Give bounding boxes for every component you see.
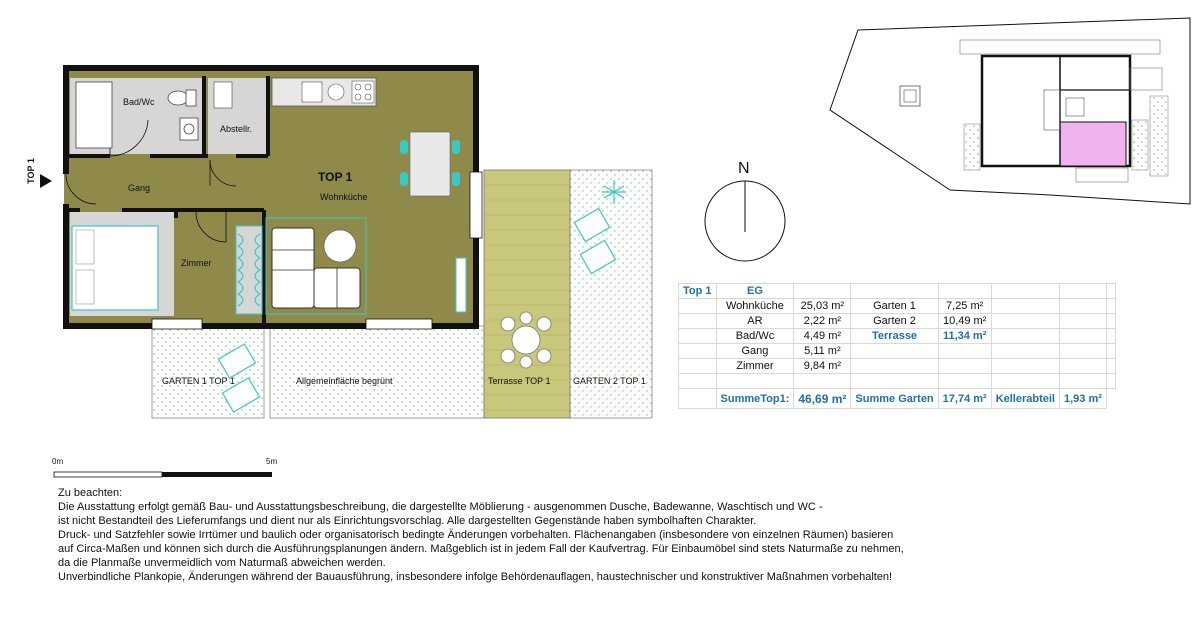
note-line: auf Circa-Maßen und können sich durch die Ausführungsplanungen ändern. Maßgeblich ist in jedem Fall der Kaufvertrag. Für Einbaumöbel sind stets Naturmaße zu nehmen, (58, 543, 904, 555)
room-name: AR (716, 314, 794, 329)
table-row (679, 299, 1116, 314)
room-area: 4,49 m² (794, 329, 851, 344)
storage-shelf (214, 82, 232, 108)
room-name: Gang (716, 344, 794, 359)
table-unit: Top 1 (679, 284, 717, 299)
label-unit-name: TOP 1 (318, 170, 353, 184)
note-line: ist nicht Bestandteil des Lieferumfangs und dient nur als Einrichtungsvorschlag. Alle dargestellten Gegenstände haben symbolhaften Charakter. (58, 515, 757, 527)
scale-start-label: 0m (52, 457, 64, 466)
outdoor-name: Terrasse (851, 329, 938, 344)
label-storage: Abstellr. (220, 124, 253, 134)
room-area: 9,84 m² (794, 359, 851, 374)
unit-marker-arrow (40, 174, 52, 188)
living-cabinet (456, 258, 466, 312)
wardrobe (236, 226, 262, 314)
scale-end-label: 5m (266, 457, 278, 466)
room-name: Bad/Wc (716, 329, 794, 344)
table-row (679, 359, 1116, 374)
note-line: Die Ausstattung erfolgt gemäß Bau- und Ausstattungsbeschreibung, die dargestellte Möblierung - ausgenommen Dusche, Badewanne, Waschtisch und WC - (58, 501, 823, 513)
label-terrace: Terrasse TOP 1 (488, 376, 551, 386)
room-name: Zimmer (716, 359, 794, 374)
sum-top-label: SummeTop1: (716, 389, 794, 409)
room-name: Wohnküche (716, 299, 794, 314)
note-line: Druck- und Satzfehler sowie Irrtümer und baulich oder organisatorisch bedingte Änderungen vorbehalten. Flächenangaben (insbesondere von einzelnen Räumen) basieren (58, 529, 894, 541)
table-row (679, 314, 1116, 329)
table-row (679, 374, 1116, 389)
room-area: 25,03 m² (794, 299, 851, 314)
label-living-kitchen: Wohnküche (320, 192, 368, 202)
label-bedroom: Zimmer (181, 258, 212, 268)
area-table (678, 283, 1116, 409)
room-area: 2,22 m² (794, 314, 851, 329)
disclaimer-notes (58, 486, 1058, 584)
label-common-green: Allgemeinfläche begrünt (296, 376, 393, 386)
note-line: Unverbindliche Plankopie, Änderungen während der Bauausführung, insbesondere infolge Behördenauflagen, haustechnischer und konstruktiver Maßnahmen vorbehalten! (58, 571, 893, 583)
scale-bar (54, 472, 272, 477)
site-plan (830, 18, 1190, 204)
outdoor-area: 11,34 m² (938, 329, 991, 344)
compass-icon (705, 181, 785, 261)
outdoor-name: Garten 2 (851, 314, 938, 329)
outdoor-area: 10,49 m² (938, 314, 991, 329)
sum-top-value: 46,69 m² (794, 389, 851, 409)
label-bathroom: Bad/Wc (123, 97, 155, 107)
keller-label: Kellerabteil (991, 389, 1059, 409)
room-area: 5,11 m² (794, 344, 851, 359)
table-floor: EG (716, 284, 794, 299)
unit-side-marker: TOP 1 (26, 158, 36, 184)
outdoor-name: Garten 1 (851, 299, 938, 314)
label-hallway: Gang (128, 183, 151, 193)
compass-north-label: N (738, 160, 750, 177)
keller-value: 1,93 m² (1060, 389, 1107, 409)
note-line: da die Planmaße unvermeidlich vom Naturmaß abweichen werden. (58, 557, 386, 569)
sum-garden-label: Summe Garten (851, 389, 938, 409)
table-row (679, 284, 1116, 299)
common-green-area (270, 326, 484, 418)
sum-garden-value: 17,74 m² (938, 389, 991, 409)
table-row (679, 329, 1116, 344)
label-garden-2: GARTEN 2 TOP 1 (573, 376, 646, 386)
label-garden-1: GARTEN 1 TOP 1 (162, 376, 235, 386)
table-row (679, 389, 1116, 409)
outdoor-area: 7,25 m² (938, 299, 991, 314)
bed (72, 226, 158, 310)
table-row (679, 344, 1116, 359)
note-line: Zu beachten: (58, 487, 123, 499)
